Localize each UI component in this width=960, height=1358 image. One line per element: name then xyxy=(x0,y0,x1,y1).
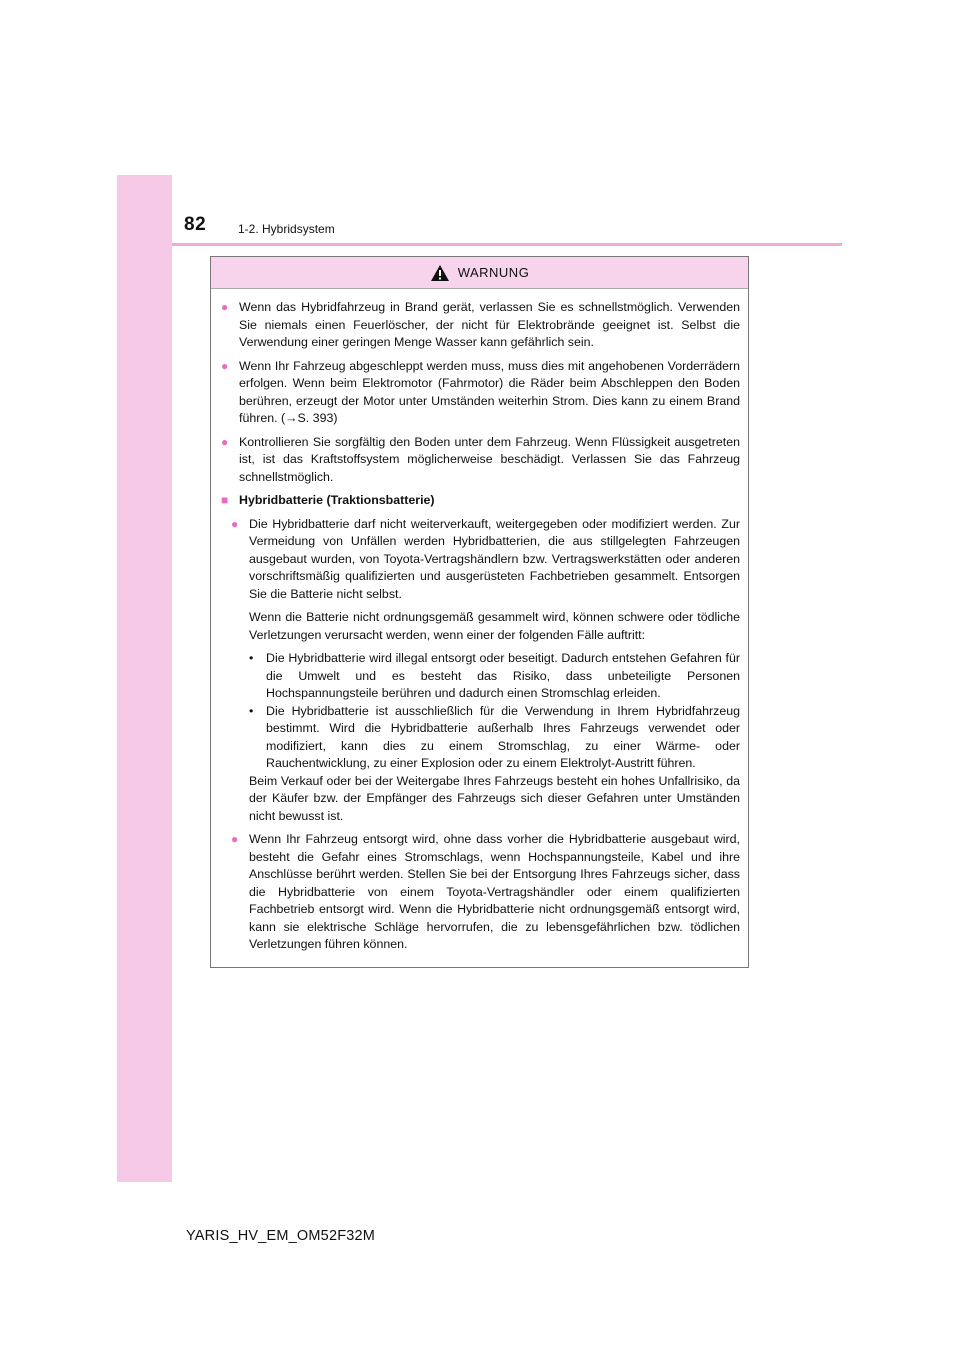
subsection-item xyxy=(231,831,740,954)
section-title: 1-2. Hybridsystem xyxy=(238,222,335,236)
list-item-text: Die Hybridbatterie ist ausschließlich für die Verwendung in Ihrem Hybridfahrzeug bestimmt. Wird die Hybridbatterie außerhalb Ihres Fahrzeugs verwendet oder modifiziert, kann dies zu einem Stromschlag, zu einer Wärme- oder Rauchentwicklung, zu einer Explosion oder zu einem Elektrolyt-Austritt führen. xyxy=(266,703,740,770)
footer-code: YARIS_HV_EM_OM52F32M xyxy=(186,1228,376,1244)
bullet-dot-icon: • xyxy=(249,651,254,665)
warning-item xyxy=(221,434,740,487)
subsection-body xyxy=(221,516,740,954)
warning-item-text: Kontrollieren Sie sorgfältig den Boden unter dem Fahrzeug. Wenn Flüssigkeit ausgetreten ist, ist das Kraftstoffsystem möglicherweise beschädigt. Verlassen Sie das Fahrzeug schnellstmöglich. xyxy=(239,434,740,484)
bullet-circle-icon: ● xyxy=(221,300,229,314)
subsection-heading-text: Hybridbatterie (Traktionsbatterie) xyxy=(239,493,435,507)
warning-body xyxy=(211,289,748,954)
side-color-band xyxy=(117,175,172,1182)
warning-item xyxy=(221,358,740,428)
warning-label: WARNUNG xyxy=(457,265,530,280)
list-item xyxy=(249,703,740,773)
bullet-circle-icon: ● xyxy=(221,358,229,373)
subsection-note: Wenn die Batterie nicht ordnungsgemäß gesammelt wird, können schwere oder tödliche Verletzungen verursacht werden, wenn einer der folgenden Fälle auftritt: xyxy=(249,610,740,642)
warning-header xyxy=(211,257,748,289)
warning-item-text: Wenn das Hybridfahrzeug in Brand gerät, verlassen Sie es schnellstmöglich. Verwenden Sie niemals einen Feuerlöscher, der nicht für Elektrobrände geeignet ist. Selbst die Verwendung einer geringen Menge Wasser kann gefährlich sein. xyxy=(239,300,740,349)
subsection-heading xyxy=(221,492,740,510)
warning-item-text: Wenn Ihr Fahrzeug abgeschleppt werden muss, muss dies mit angehobenen Vorderrädern erfolgen. Wenn beim Elektromotor (Fahrmotor) die Räder beim Abschleppen den Boden berühren, erzeugt der Motor unter Umständen weiterhin Strom. Dies kann zu einem Brand führen. (→S. 393) xyxy=(239,358,740,425)
subsection-item xyxy=(231,516,740,604)
header-rule xyxy=(172,243,842,246)
list-item-text: Die Hybridbatterie wird illegal entsorgt oder beseitigt. Dadurch entstehen Gefahren für die Umwelt und es besteht das Risiko, dass unbeteiligte Personen Hochspannungsteile berühren und dadurch einen Stromschlag erleiden. xyxy=(266,651,740,700)
list-item xyxy=(249,650,740,703)
bullet-dot-icon: • xyxy=(249,703,254,718)
bullet-circle-icon: ● xyxy=(221,434,229,449)
subsection-item-text: Die Hybridbatterie darf nicht weiterverkauft, weitergegeben oder modifiziert werden. Zur Vermeidung von Unfällen werden Hybridbatterien, die aus stillgelegten Fahrzeugen ausgebaut wurden, von Toyota-Vertragshändlern bzw. Vertragswerkstätten oder anderen vorschriftsmäßig qualifizierten und ausgerüsteten Fachbetrieben gesammelt. Entsorgen Sie die Batterie nicht selbst. xyxy=(249,516,740,601)
bullet-circle-icon: ● xyxy=(231,516,239,531)
warning-triangle-icon xyxy=(430,264,450,282)
warning-box xyxy=(210,256,749,968)
bullet-circle-icon: ● xyxy=(231,832,239,846)
page-number: 82 xyxy=(184,214,207,235)
sale-note: Beim Verkauf oder bei der Weitergabe Ihres Fahrzeugs besteht ein hohes Unfallrisiko, da der Käufer bzw. der Empfänger des Fahrzeugs sich dieser Gefahren unter Umständen nicht bewusst ist. xyxy=(249,773,740,823)
square-bullet-icon: ■ xyxy=(221,493,229,507)
subsection-item-text: Wenn Ihr Fahrzeug entsorgt wird, ohne dass vorher die Hybridbatterie ausgebaut wird, besteht die Gefahr eines Stromschlags, wenn Hochspannungsteile, Kabel und ihre Anschlüsse berührt werden. Stellen Sie bei der Entsorgung Ihres Fahrzeugs sicher, dass die Hybridbatterie von einem Toyota-Vertragshändler oder einem qualifizierten Fachbetrieb entsorgt wird. Wenn die Hybridbatterie nicht ordnungsgemäß entsorgt wird, kann sie elektrische Schläge hervorrufen, die zu lebensgefährlichen bzw. tödlichen Verletzungen führen können. xyxy=(249,832,740,951)
warning-item xyxy=(221,299,740,352)
